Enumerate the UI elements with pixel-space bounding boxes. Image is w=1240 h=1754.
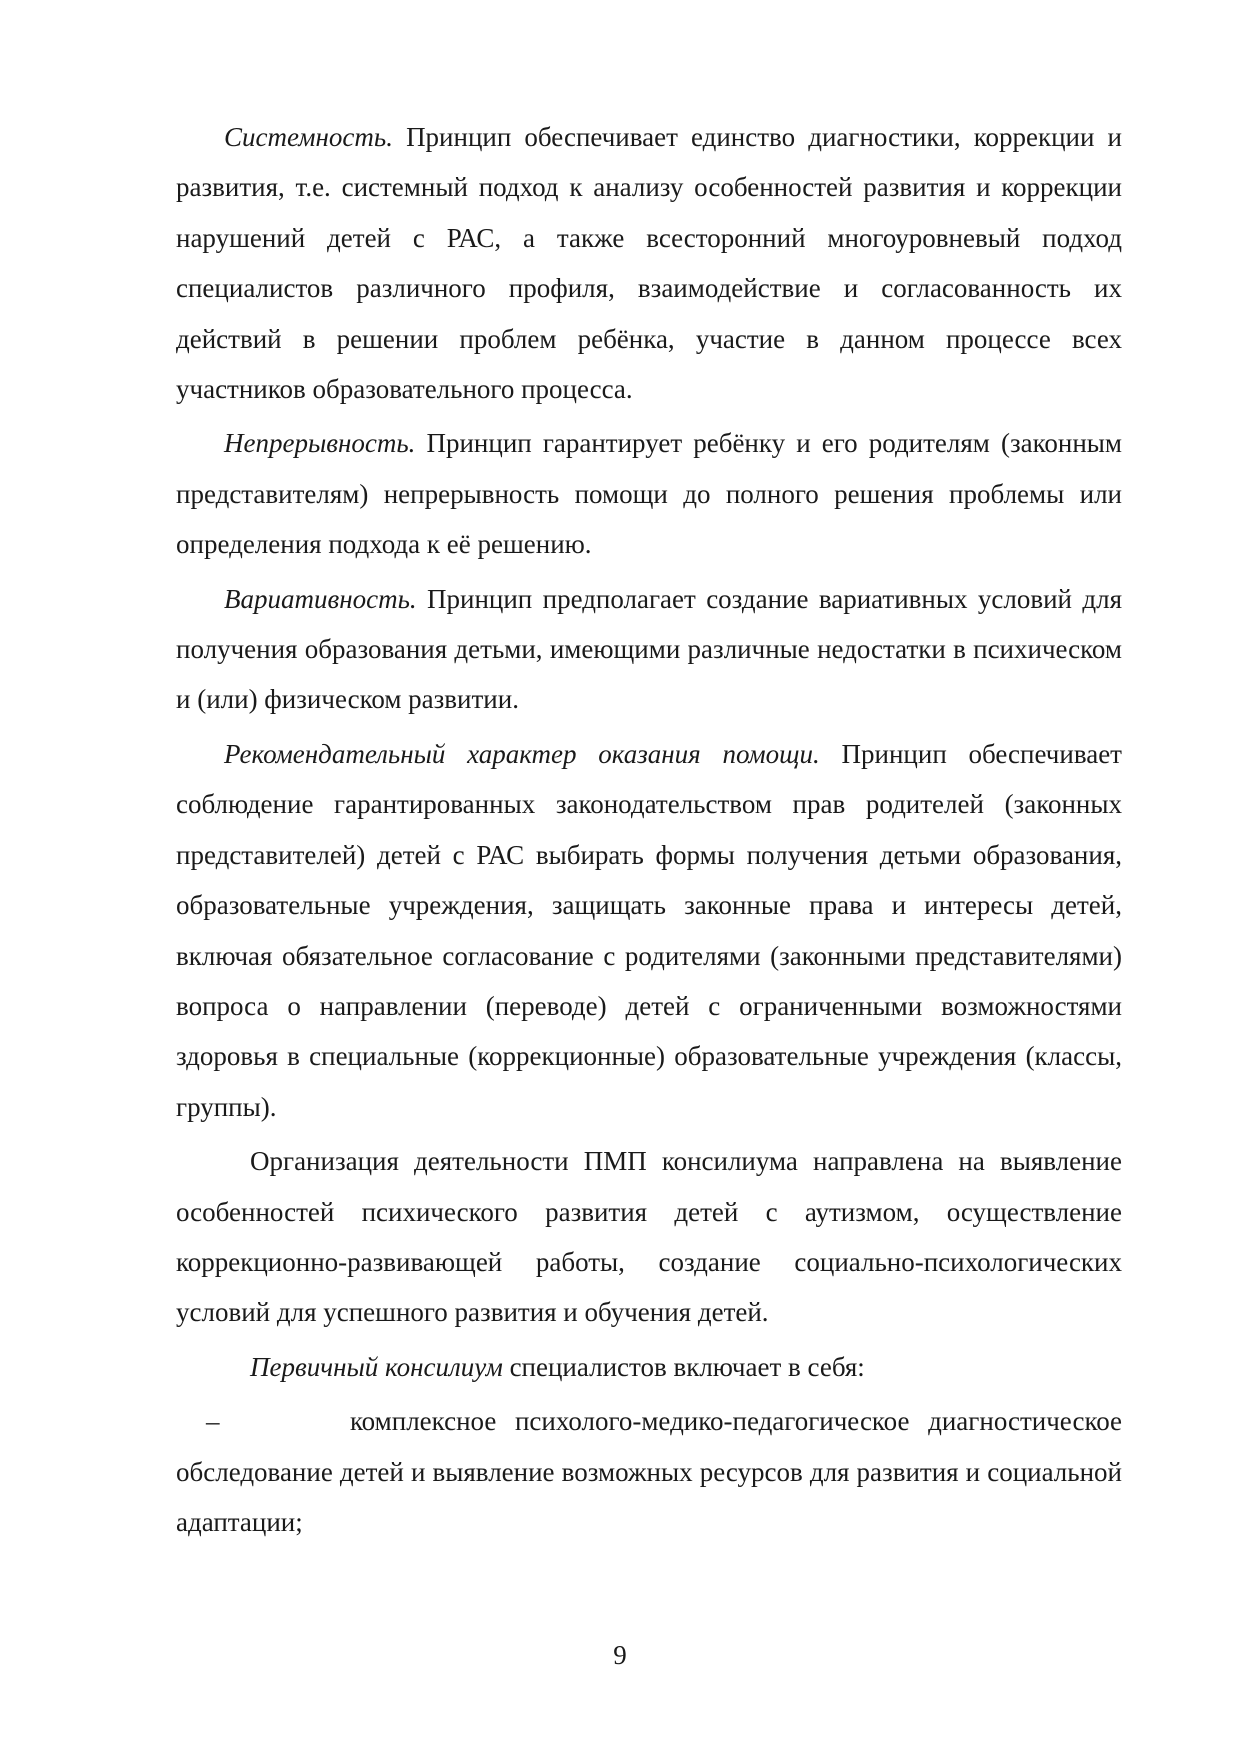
principle-variability-text: Принцип предполагает создание вариативных условий для получения образования детьми, имеющими различные недостатки в психическом и (или) физическом развитии. [176,583,1122,715]
principle-systemic-text: Принцип обеспечивает единство диагностики, коррекции и развития, т.е. системный подход к анализу особенностей развития и коррекции нарушений детей с РАС, а также всесторонний многоуровневый подход специалистов различного профиля, взаимодействие и согласованность их действий в решении проблем ребёнка, участие в данном процессе всех участников образовательного процесса. [176,122,1122,405]
term-continuity: Непрерывность. [224,428,416,459]
term-variability: Вариативность. [224,583,417,614]
principle-variability [176,574,1122,725]
primary-council-paragraph [176,1342,1122,1392]
principle-continuity-text: Принцип гарантирует ребёнку и его родителям (законным представителям) непрерывность помощи до полного решения проблемы или определения подхода к её решению. [176,428,1122,560]
principle-continuity [176,418,1122,569]
principle-systemic [176,112,1122,414]
principle-recommendatory [176,729,1122,1132]
list-dash: – [206,1406,220,1437]
term-primary-council: Первичный консилиум [250,1351,503,1382]
page-number: 9 [613,1640,627,1670]
principle-recommendatory-text: Принцип обеспечивает соблюдение гарантированных законодательством прав родителей (законных представителей) детей с РАС выбирать формы получения детьми образования, образовательные учреждения, защищать законные права и интересы детей, включая обязательное согласование с родителями (законными представителями) вопроса о направлении (переводе) детей с ограниченными возможностями здоровья в специальные (коррекционные) образовательные учреждения (классы, группы). [176,738,1122,1122]
list-item [176,1396,1122,1547]
primary-council-text: специалистов включает в себя: [502,1351,865,1382]
document-page [176,112,1122,1551]
list-item-text: комплексное психолого-медико-педагогическое диагностическое обследование детей и выявление возможных ресурсов для развития и социальной адаптации; [176,1406,1123,1537]
term-systemic: Системность. [224,122,393,152]
organization-paragraph: Организация деятельности ПМП консилиума направлена на выявление особенностей психического развития детей с аутизмом, осуществление коррекционно-развивающей работы, создание социально-психологических условий для успешного развития и обучения детей. [176,1146,1122,1328]
term-recommendatory: Рекомендательный характер оказания помощи. [224,738,820,769]
